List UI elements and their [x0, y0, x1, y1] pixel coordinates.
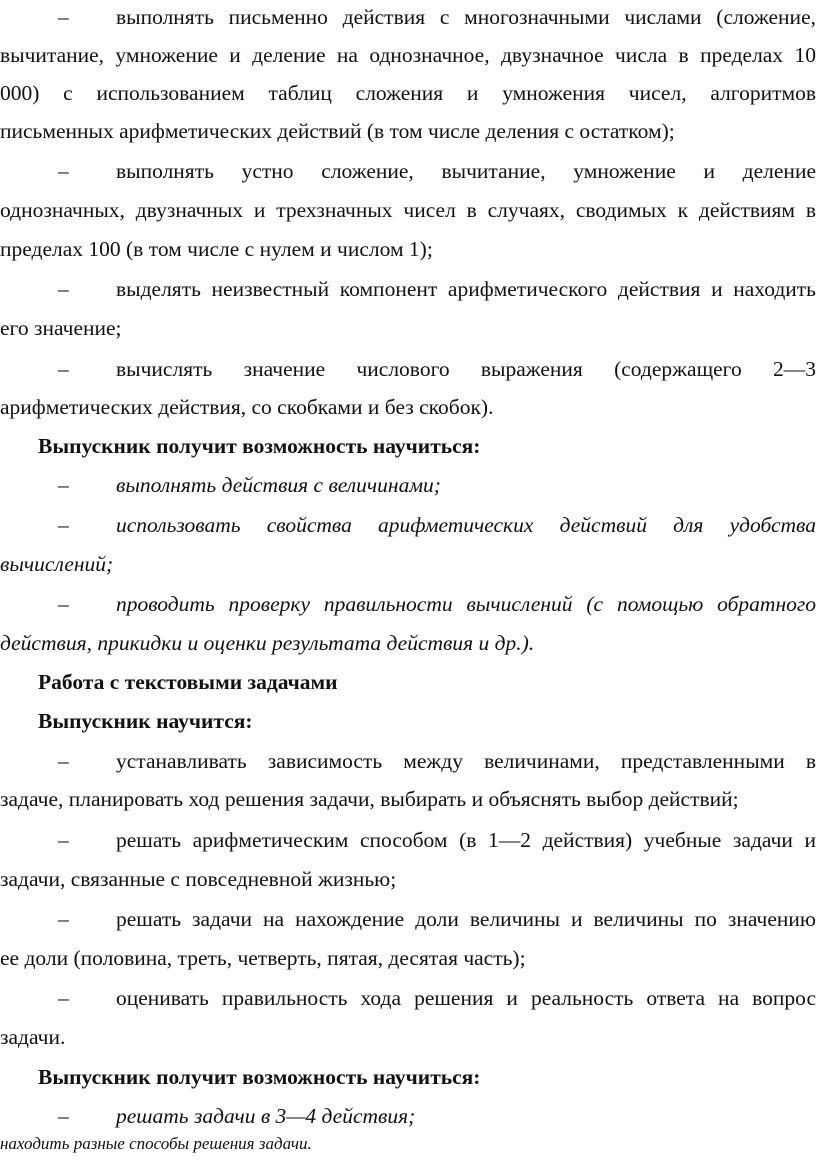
- list-item: [0, 979, 816, 1017]
- dash-marker: –: [58, 513, 69, 537]
- text-line: вычислений;: [0, 552, 114, 576]
- dash-marker: –: [58, 473, 69, 497]
- dash-marker: –: [58, 277, 69, 301]
- text-line: пределах 100 (в том числе с нулем и числом 1);: [0, 237, 433, 261]
- dash-marker: –: [58, 1104, 69, 1128]
- section-heading: Выпускник научится:: [38, 709, 253, 733]
- list-item-text: проводить проверку правильности вычислений (с помощью обратного: [116, 592, 816, 616]
- list-item-text: оценивать правильность хода решения и реальность ответа на вопрос: [116, 986, 816, 1010]
- text-line: однозначных, двузначных и трехзначных чисел в случаях, сводимых к действиям в: [0, 198, 816, 222]
- dash-marker: –: [58, 5, 69, 29]
- list-item-text: устанавливать зависимость между величинами, представленными в: [116, 749, 816, 773]
- list-item: [0, 270, 816, 308]
- text-line: его значение;: [0, 316, 122, 340]
- list-item: [0, 350, 816, 388]
- list-item: [0, 152, 816, 190]
- dash-marker: –: [58, 986, 69, 1010]
- text-line: ее доли (половина, треть, четверть, пятая, десятая часть);: [0, 946, 526, 970]
- dash-marker: –: [58, 828, 69, 852]
- list-item: [0, 900, 816, 938]
- dash-marker: –: [58, 159, 69, 183]
- dash-marker: –: [58, 749, 69, 773]
- list-item-text: выполнять устно сложение, вычитание, умножение и деление: [116, 159, 816, 183]
- list-item-text: использовать свойства арифметических действий для удобства: [116, 513, 816, 537]
- text-line: действия, прикидки и оценки результата действия и др.).: [0, 631, 535, 655]
- section-heading: Выпускник получит возможность научиться:: [38, 434, 481, 458]
- list-item-text: выполнять письменно действия с многозначными числами (сложение,: [116, 5, 816, 29]
- text-line: задачи, связанные с повседневной жизнью;: [0, 867, 397, 891]
- list-item-text: решать задачи на нахождение доли величины и величины по значению: [116, 907, 816, 931]
- text-line: арифметических действия, со скобками и без скобок).: [0, 395, 494, 419]
- section-heading: Работа с текстовыми задачами: [38, 670, 338, 694]
- text-line: 000) с использованием таблиц сложения и умножения чисел, алгоритмов: [0, 81, 816, 105]
- text-line: находить разные способы решения задачи.: [0, 1134, 312, 1153]
- text-line: задачи.: [0, 1025, 66, 1049]
- text-line: задаче, планировать ход решения задачи, выбирать и объяснять выбор действий;: [0, 787, 739, 811]
- text-line: вычитание, умножение и деление на однозначное, двузначное числа в пределах 10: [0, 43, 816, 67]
- list-item-text: выполнять действия с величинами;: [116, 473, 441, 497]
- dash-marker: –: [58, 907, 69, 931]
- list-item: [0, 742, 816, 780]
- list-item: [0, 466, 816, 504]
- list-item-text: решать арифметическим способом (в 1—2 действия) учебные задачи и: [116, 828, 816, 852]
- dash-marker: –: [58, 357, 69, 381]
- list-item-text: вычислять значение числового выражения (содержащего 2—3: [116, 357, 816, 381]
- list-item: [0, 0, 816, 36]
- section-heading: Выпускник получит возможность научиться:: [38, 1065, 481, 1089]
- text-line: письменных арифметических действий (в том числе деления с остатком);: [0, 119, 675, 143]
- list-item-text: решать задачи в 3—4 действия;: [116, 1104, 416, 1128]
- list-item: [0, 821, 816, 859]
- list-item: [0, 585, 816, 623]
- list-item: [0, 506, 816, 544]
- list-item-text: выделять неизвестный компонент арифметического действия и находить: [116, 277, 816, 301]
- dash-marker: –: [58, 592, 69, 616]
